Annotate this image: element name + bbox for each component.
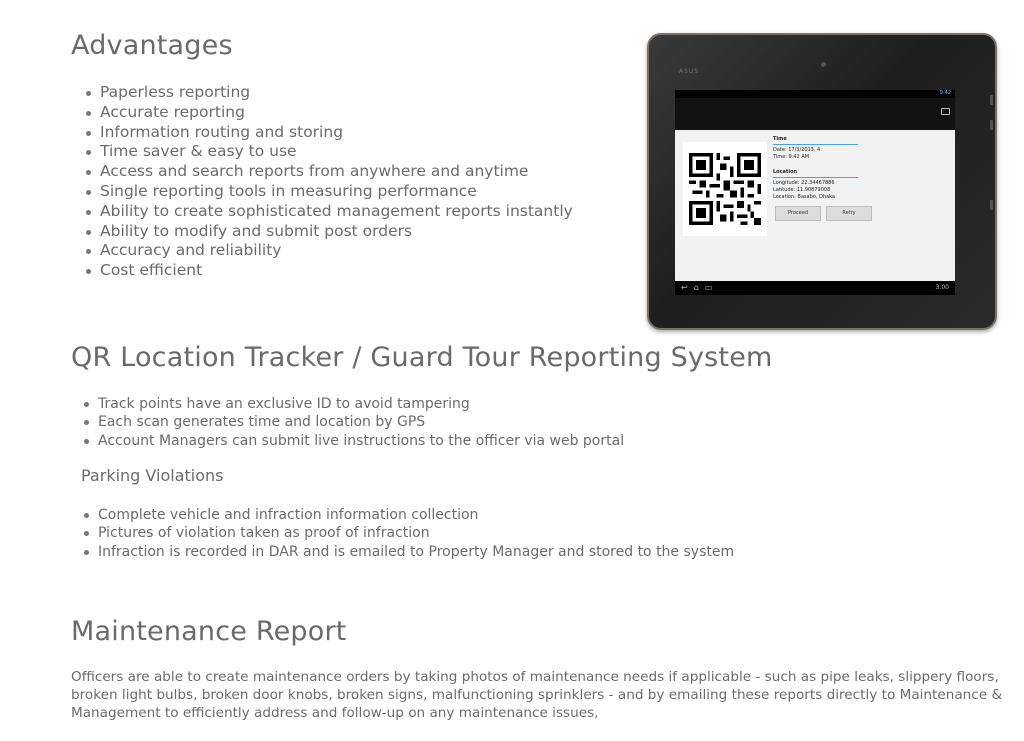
divider: [773, 177, 858, 178]
side-button: [990, 95, 993, 105]
tablet-screen: [675, 90, 955, 295]
divider: [773, 144, 858, 145]
nav-icons: [681, 283, 718, 292]
qr-tracker-heading: QR Location Tracker / Guard Tour Reporting System: [71, 342, 773, 373]
qr-code-icon: [689, 150, 761, 228]
time-row: Time: 9:42 AM: [773, 154, 810, 160]
retry-button: Retry: [826, 206, 872, 221]
qr-tracker-list: [81, 395, 624, 450]
scan-result-form: [773, 136, 943, 201]
parking-violations-heading: Parking Violations: [81, 466, 224, 485]
camera-icon: [941, 108, 950, 115]
list-item: Information routing and storing: [83, 123, 573, 143]
back-icon: ↩: [681, 283, 694, 292]
app-header: [675, 98, 955, 130]
front-camera: [821, 62, 826, 67]
maintenance-report-body: Officers are able to create maintenance orders by taking photos of maintenance needs if applicable - such as pipe leaks, slippery floors, broken light bulbs, broken door knobs, broken signs, malfunctioning sprinklers - and by emailing these reports directly to Maintenance & Management to efficiently address and follow-up on any maintenance issues,: [71, 669, 1003, 721]
list-item: Each scan generates time and location by GPS: [81, 413, 624, 431]
list-item: Paperless reporting: [83, 83, 573, 103]
list-item: Accuracy and reliability: [83, 241, 573, 261]
list-item: Time saver & easy to use: [83, 142, 573, 162]
date-row: Date: 17/3/2013, 4: [773, 147, 821, 153]
latitude-row: Latitude: 11.90879008: [773, 187, 831, 193]
parking-violations-list: [81, 506, 734, 561]
list-item: Access and search reports from anywhere and anytime: [83, 162, 573, 182]
maintenance-report-heading: Maintenance Report: [71, 616, 347, 647]
list-item: Accurate reporting: [83, 103, 573, 123]
location-row: Location: Basabo, Dhaka: [773, 194, 835, 200]
proceed-button: Proceed: [775, 206, 821, 221]
location-heading: Location: [773, 169, 798, 175]
side-button: [990, 200, 993, 210]
list-item: Ability to create sophisticated management reports instantly: [83, 202, 573, 222]
list-item: Cost efficient: [83, 261, 573, 281]
status-time: 9:42: [939, 90, 951, 96]
tablet-image: [647, 33, 997, 330]
list-item: Single reporting tools in measuring performance: [83, 182, 573, 202]
qr-card: [683, 142, 767, 236]
list-item: Account Managers can submit live instructions to the officer via web portal: [81, 432, 624, 450]
tablet-brand-logo: ASUS: [679, 68, 700, 75]
list-item: Infraction is recorded in DAR and is emailed to Property Manager and stored to the system: [81, 543, 734, 561]
recent-apps-icon: ▭: [704, 283, 719, 292]
longitude-row: Longitude: 22.34467886: [773, 180, 835, 186]
side-button: [990, 120, 993, 130]
nav-time: 3:00: [935, 284, 949, 291]
list-item: Track points have an exclusive ID to avoid tampering: [81, 395, 624, 413]
advantages-heading: Advantages: [71, 30, 233, 61]
list-item: Complete vehicle and infraction information collection: [81, 506, 734, 524]
advantages-list: [83, 83, 573, 281]
status-bar: [675, 90, 955, 98]
list-item: Pictures of violation taken as proof of infraction: [81, 524, 734, 542]
time-heading: Time: [773, 136, 787, 142]
home-icon: ⌂: [693, 283, 705, 292]
navigation-bar: [675, 281, 955, 295]
list-item: Ability to modify and submit post orders: [83, 222, 573, 242]
